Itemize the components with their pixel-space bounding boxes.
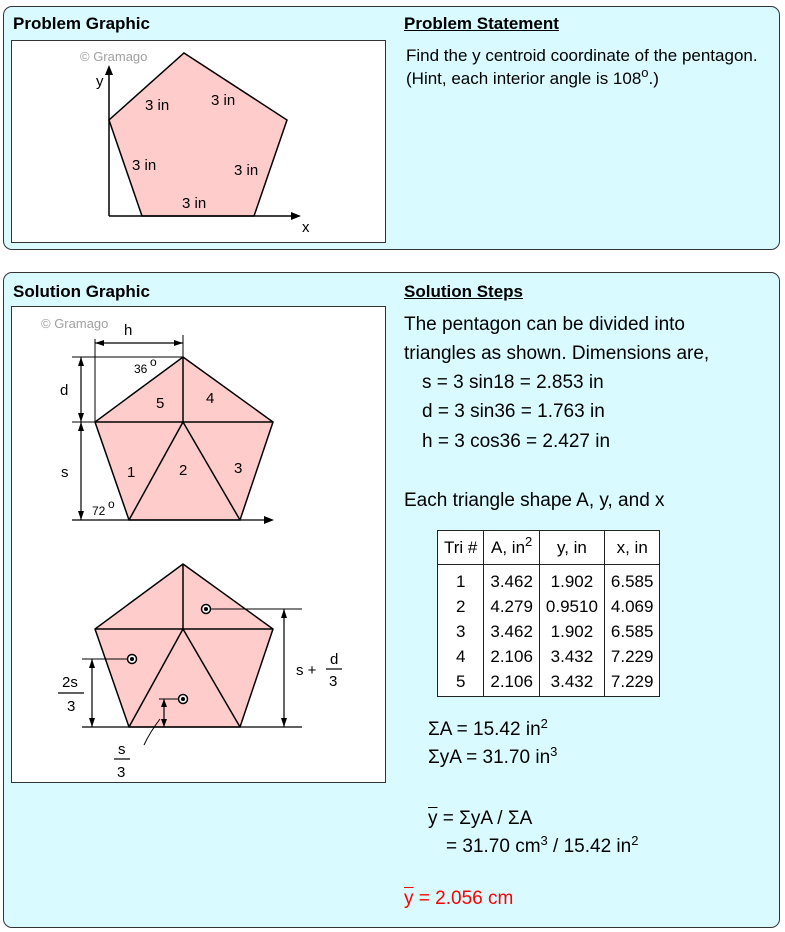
side-label: 3 in [234, 162, 259, 179]
table-header-row [438, 531, 660, 565]
arrowhead [78, 422, 84, 431]
s-label: s [61, 464, 69, 481]
fraction-den: 3 [67, 698, 76, 715]
triangle-number: 5 [156, 395, 165, 412]
header-area: A, $in^2$ [484, 531, 540, 565]
header-y: y, in [539, 531, 604, 565]
s-plus-label: s + [296, 662, 317, 679]
degree-mark: o [150, 355, 157, 369]
solution-steps-heading: Solution Steps [404, 282, 523, 301]
copyright-text: © Gramago [41, 316, 109, 331]
fraction-den: 3 [117, 764, 126, 781]
centroid-marker [202, 605, 211, 614]
y-axis-arrow [105, 65, 113, 75]
d-label: d [60, 382, 69, 399]
degree-sup: o [641, 65, 649, 80]
baseline-arrow [264, 516, 274, 524]
pentagon-divided [95, 357, 273, 520]
side-label: 3 in [182, 195, 207, 212]
table-row: 2 4.279 0.9510 4.069 [438, 594, 660, 619]
degree-mark: o [108, 497, 115, 511]
sum-a: ΣA = 15.42 $in^2$ [428, 716, 548, 740]
solution-figure [11, 306, 386, 783]
ybar-calculation: = 31.70 $cm^3 / 15.42$ $in^2$ [446, 833, 639, 857]
dimension-d: d = 3 sin36 = 1.763 in [422, 401, 605, 422]
arrowhead [95, 340, 104, 346]
dimension-s: s = 3 sin18 = 2.853 in [422, 372, 604, 393]
x-axis-arrow [291, 212, 301, 220]
arrowhead [89, 718, 95, 727]
ybar-definition: $\overline{y} = \Sigma yA / \Sigma A$ [428, 808, 533, 829]
table-intro: Each triangle shape A, y, and x [404, 490, 665, 511]
fraction-num: 2s [62, 674, 78, 691]
pentagon-shape [109, 53, 287, 216]
arrowhead [89, 659, 95, 668]
final-answer: $\overline{y} = 2.056$ cm [404, 888, 514, 909]
header-x: x, in [604, 531, 660, 565]
triangle-number: 4 [206, 390, 215, 407]
arrowhead [78, 511, 84, 520]
fraction-num: d [330, 651, 339, 668]
table-row: 4 2.106 3.432 7.229 [438, 644, 660, 669]
solution-graphic-heading: Solution Graphic [13, 282, 150, 301]
side-label: 3 in [211, 92, 236, 109]
problem-graphic-heading: Problem Graphic [13, 14, 150, 33]
centroid-marker [179, 695, 188, 704]
statement-text: Find the y centroid coordinate of the pentagon. (Hint, each interior angle is 108 [406, 46, 758, 88]
copyright-text: © Gramago [80, 49, 148, 64]
triangle-number: 1 [127, 464, 136, 481]
centroid-marker [128, 655, 137, 664]
problem-statement-heading: Problem Statement [404, 14, 559, 33]
arrowhead [78, 413, 84, 422]
side-label: 3 in [145, 97, 170, 114]
problem-figure [11, 40, 386, 243]
triangle-table [437, 530, 660, 697]
arrowhead [281, 718, 287, 727]
statement-end: .) [648, 69, 659, 88]
fraction-num: s [118, 741, 126, 758]
arrowhead [78, 357, 84, 366]
intro-line: The pentagon can be divided into [404, 314, 685, 335]
header-tri: Tri # [438, 531, 484, 565]
triangle-number: 3 [234, 460, 243, 477]
intro-line: triangles as shown. Dimensions are, [404, 343, 710, 364]
problem-statement [406, 44, 766, 90]
dimension-h: h = 3 cos36 = 2.427 in [422, 431, 611, 452]
x-axis-label: x [302, 219, 310, 236]
side-label: 3 in [132, 157, 157, 174]
h-label: h [124, 322, 133, 339]
fraction-den: 3 [329, 673, 338, 690]
arrowhead [281, 609, 287, 618]
triangle-number: 2 [179, 462, 188, 479]
arrowhead [174, 340, 183, 346]
table-row: 3 3.462 1.902 6.585 [438, 619, 660, 644]
angle-top-label: 36 [134, 362, 148, 376]
y-axis-label: y [96, 73, 104, 90]
table-row: 5 2.106 3.432 7.229 [438, 669, 660, 697]
table-row: 1 3.462 1.902 6.585 [438, 565, 660, 595]
angle-bottom-label: 72 [92, 504, 106, 518]
sum-ya: ΣyA = 31.70 $in^3$ [428, 744, 558, 768]
